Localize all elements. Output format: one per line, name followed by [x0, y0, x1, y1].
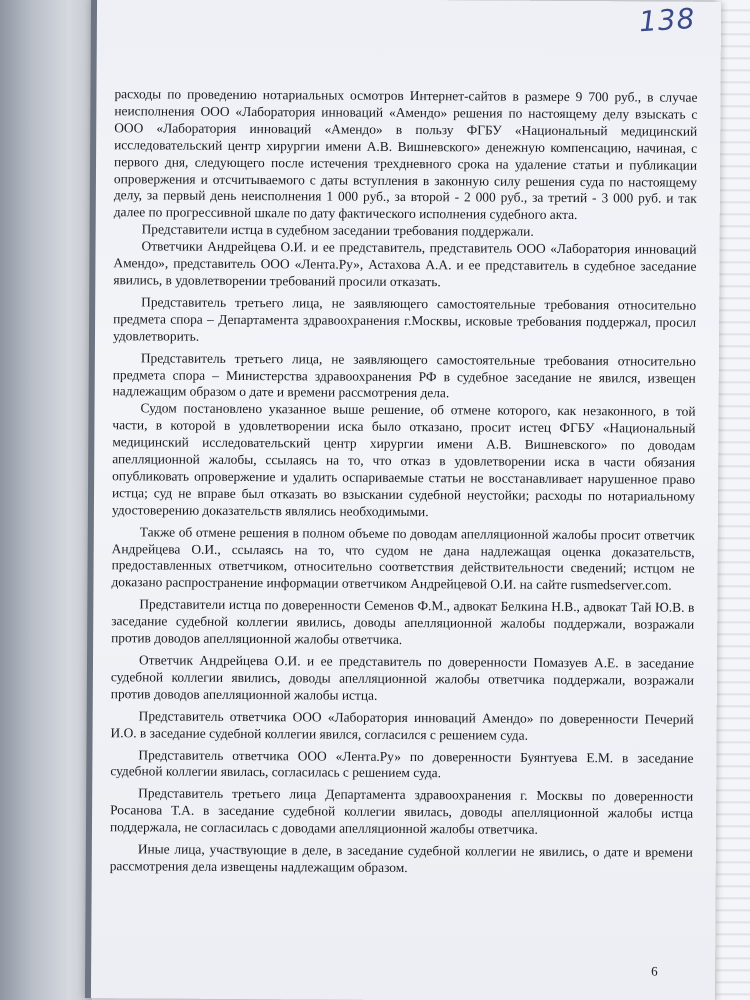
paragraph-8: Представители истца по доверенности Семенов Ф.М., адвокат Белкина Н.В., адвокат Тай Ю.В. в заседание судебной коллегии явились, доводы апелляционной жалобы поддержали, возражали против доводов апелляционной жалобы ответчика. — [111, 596, 695, 648]
background-binder-left — [0, 0, 92, 1000]
paragraph-9: Ответчик Андрейцева О.И. и ее представитель по доверенности Помазуев А.Е. в заседание судебной коллегии явились, доводы апелляционной жалобы ответчика поддержали, возражали против доводов апелляционной жалобы истца. — [110, 652, 695, 703]
paragraph-10: Представитель ответчика ООО «Лаборатория инноваций Амендо» по доверенности Печерий И.О. в заседание судебной коллегии явился, согласился с решением суда. — [110, 708, 694, 743]
paragraph-13: Иные лица, участвующие в деле, в заседание судебной коллегии не явились, о дате и времени рассмотрения дела извещены надлежащим образом. — [109, 841, 693, 875]
paragraph-6: Судом постановлено указанное выше решение, об отмене которого, как незаконного, в той части, в которой в удовлетворении иска было отказано, просит истец ФГБУ «Национальный медицинский исследовательский центр хирургии имени А.В. Вишневского» по доводам апелляционной жалобы, ссылаясь на то, что отказ в удовлетворении иска в части обязания опубликовать опровержение и удалить оспариваемые статьи не восстанавливает нарушенное право истца; суд не вправе был отказать во взыскании судебной неустойки; расходы по нотариальному удостоверению доказательств являлись необходимыми. — [111, 400, 696, 519]
paragraph-1: расходы по проведению нотариальных осмотров Интернет-сайтов в размере 9 700 руб., в случае неисполнения ООО «Лаборатория инноваций «Амендо» решения по настоящему делу взыскать с ООО «Лаборатория инноваций «Амендо» в пользу ФГБУ «Национальный медицинский исследовательский центр хирургии имени А.В. Вишневского» денежную компенсацию, начиная, с первого дня, следующего после истечения трехдневного срока на удаление статьи и публикации опровержения и отсчитываемого с даты вступления в законную силу решения суда по настоящему делу, за первый день неисполнения 1 000 руб., за второй - 2 000 руб., за третий - 3 000 руб. и так далее по прогрессивной шкале по дату фактического исполнения судебного акта. — [113, 86, 698, 223]
paragraph-12: Представитель третьего лица Департамента здравоохранения г. Москвы по доверенности Росанова Т.А. в заседание судебной коллегии явилась, доводы апелляционной жалобы истца поддержала, не согласилась с доводами апелляционной жалобы ответчика. — [109, 785, 694, 837]
paragraph-3: Ответчики Андрейцева О.И. и ее представитель, представитель ООО «Лаборатория инноваций Амендо», представитель ООО «Лента.Ру», Астахова А.А. и ее представитель в судебное заседание явились, в удовлетворении требований просили отказать. — [113, 238, 697, 290]
page-number: 6 — [651, 963, 658, 979]
paragraph-5: Представитель третьего лица, не заявляющего самостоятельные требования относительно предмета спора – Министерства здравоохранения РФ в судебное заседание не явился, извещен надлежащим образом о дате и времени рассмотрения дела. — [112, 349, 696, 401]
document-body — [110, 86, 698, 878]
paragraph-7: Также об отмене решения в полном объеме по доводам апелляционной жалобы просит ответчик Андрейцева О.И., ссылаясь на то, что судом не дана надлежащая оценка доказательств, предоставленных ответчиком, относительно соответствия действительности сведений; истцом не доказано распространение информации ответчиком Андрейцевой О.И. на сайте rusmedserver.com. — [111, 524, 695, 594]
paragraph-11: Представитель ответчика ООО «Лента.Ру» по доверенности Буянтуева Е.М. в заседание судебной коллегии явилась, согласилась с решением суда. — [110, 746, 694, 781]
paragraph-4: Представитель третьего лица, не заявляющего самостоятельные требования относительно предмета спора – Департамента здравоохранения г.Москвы, исковые требования поддержал, просил удовлетворить. — [112, 294, 697, 344]
document-page — [89, 0, 721, 1000]
paragraph-2: Представители истца в судебном заседании требования поддержали. — [141, 221, 534, 240]
handwritten-page-stamp: 138 — [637, 1, 696, 39]
background-stack-right — [716, 0, 750, 1000]
